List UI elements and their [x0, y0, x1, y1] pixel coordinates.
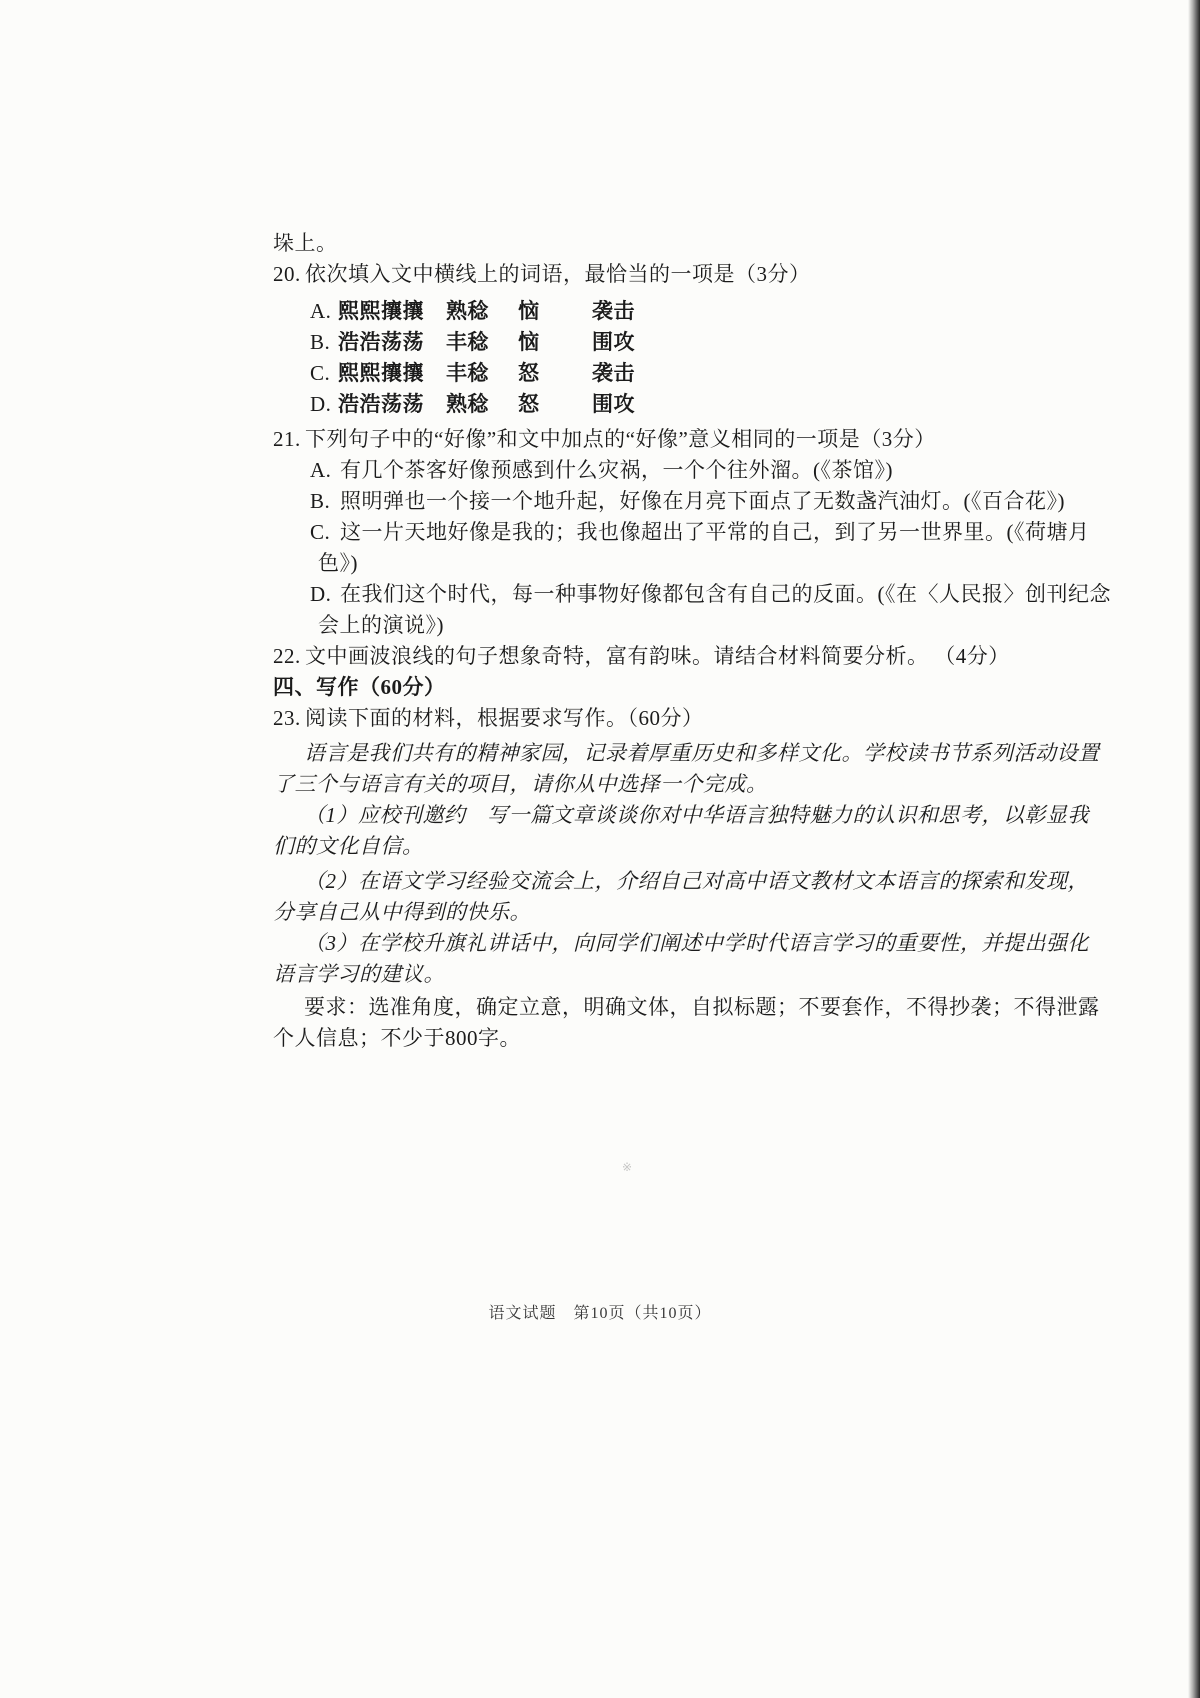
q20-option-b-word2: 丰稔	[446, 330, 489, 354]
carryover-text: 垛上。	[273, 231, 338, 255]
q21-option-a-text: 有几个茶客好像预感到什么灾祸，一个个往外溜。(《茶馆》)	[340, 458, 893, 482]
essay-task-3-line-1: （3）在学校升旗礼讲话中，向同学们阐述中学时代语言学习的重要性，并提出强化	[304, 931, 1089, 955]
q20-option-d-label: D.	[310, 392, 332, 416]
q21-option-c-label: C.	[310, 520, 331, 544]
q20-option-c-word2: 丰稔	[446, 361, 489, 385]
q20-option-b-word4: 围攻	[592, 330, 635, 354]
section-4-title: 四、写作（60分）	[273, 675, 446, 699]
essay-task-2-line-1: （2）在语文学习经验交流会上，介绍自己对高中语文教材文本语言的探索和发现，	[304, 869, 1089, 893]
q20-option-c-word3: 怒	[518, 361, 540, 385]
q21-option-c-continuation: 色》)	[318, 551, 358, 575]
q20-option-a-label: A.	[310, 299, 332, 323]
q20-option-d-word2: 熟稔	[446, 392, 489, 416]
q21-option-b-text: 照明弹也一个接一个地升起，好像在月亮下面点了无数盏汽油灯。(《百合花》)	[340, 489, 1065, 513]
q20-option-a-word4: 袭击	[592, 299, 635, 323]
question-20-stem	[273, 259, 1183, 290]
q20-option-d-word3: 怒	[518, 392, 540, 416]
page-footer: 语文试题 第10页（共10页）	[488, 1305, 712, 1322]
question-21-stem	[273, 424, 1183, 455]
question-20-stem-text: 依次填入文中横线上的词语，最恰当的一项是（3分）	[305, 262, 811, 286]
q20-option-a-word2: 熟稔	[446, 299, 489, 323]
q21-option-d	[310, 579, 1183, 610]
q21-option-d-label: D.	[310, 582, 332, 606]
q20-option-d	[310, 389, 1183, 420]
q20-option-c	[310, 358, 1183, 389]
q21-option-c	[310, 517, 1183, 548]
question-20-number: 20.	[273, 262, 301, 286]
q21-option-a	[310, 455, 1183, 486]
q20-option-a-word3: 恼	[518, 299, 540, 323]
q20-option-a	[310, 296, 1183, 327]
essay-material-line-2: 了三个与语言有关的项目，请你从中选择一个完成。	[273, 772, 768, 796]
essay-requirements-line-2: 个人信息；不少于800字。	[273, 1026, 521, 1050]
q20-option-d-word1: 浩浩荡荡	[338, 392, 424, 416]
essay-task-1-line-2: 们的文化自信。	[273, 834, 424, 858]
question-23-stem-text: 阅读下面的材料，根据要求写作。（60分）	[305, 706, 704, 730]
exam-content	[273, 228, 1183, 1054]
q21-option-d-continuation: 会上的演说》)	[318, 613, 444, 637]
question-23-stem	[273, 703, 1183, 734]
essay-material-line-1: 语言是我们共有的精神家园，记录着厚重历史和多样文化。学校读书节系列活动设置	[304, 741, 1100, 765]
essay-task-1-line-1: （1）应校刊邀约 写一篇文章谈谈你对中华语言独特魅力的认识和思考，以彰显我	[304, 803, 1089, 827]
q20-option-c-word4: 袭击	[592, 361, 635, 385]
question-22-stem-text: 文中画波浪线的句子想象奇特，富有韵味。请结合材料简要分析。 （4分）	[305, 644, 1010, 668]
q21-option-b-label: B.	[310, 489, 331, 513]
essay-task-3-line-2: 语言学习的建议。	[273, 962, 445, 986]
q20-option-a-word1: 熙熙攘攘	[338, 299, 424, 323]
q21-option-d-text: 在我们这个时代，每一种事物好像都包含有自己的反面。(《在〈人民报〉创刊纪念	[340, 582, 1111, 606]
question-21-stem-text: 下列句子中的“好像”和文中加点的“好像”意义相同的一项是（3分）	[305, 427, 936, 451]
q20-option-b-label: B.	[310, 330, 331, 354]
essay-task-2-line-2: 分享自己从中得到的快乐。	[273, 900, 531, 924]
q21-option-a-label: A.	[310, 458, 332, 482]
q21-option-b	[310, 486, 1183, 517]
q20-option-c-label: C.	[310, 361, 331, 385]
question-23-number: 23.	[273, 706, 301, 730]
q20-option-d-word4: 围攻	[592, 392, 635, 416]
q20-option-b	[310, 327, 1183, 358]
question-22-stem	[273, 641, 1183, 672]
q20-option-b-word1: 浩浩荡荡	[338, 330, 424, 354]
scan-smudge-mark: ※	[622, 1160, 633, 1174]
q21-option-c-text: 这一片天地好像是我的；我也像超出了平常的自己，到了另一世界里。(《荷塘月	[340, 520, 1090, 544]
essay-requirements-line-1: 要求：选准角度，确定立意，明确文体，自拟标题；不要套作，不得抄袭；不得泄露	[304, 995, 1100, 1019]
q20-option-b-word3: 恼	[518, 330, 540, 354]
q20-option-c-word1: 熙熙攘攘	[338, 361, 424, 385]
question-22-number: 22.	[273, 644, 301, 668]
scanner-edge-shadow	[1188, 0, 1200, 1698]
question-21-number: 21.	[273, 427, 301, 451]
